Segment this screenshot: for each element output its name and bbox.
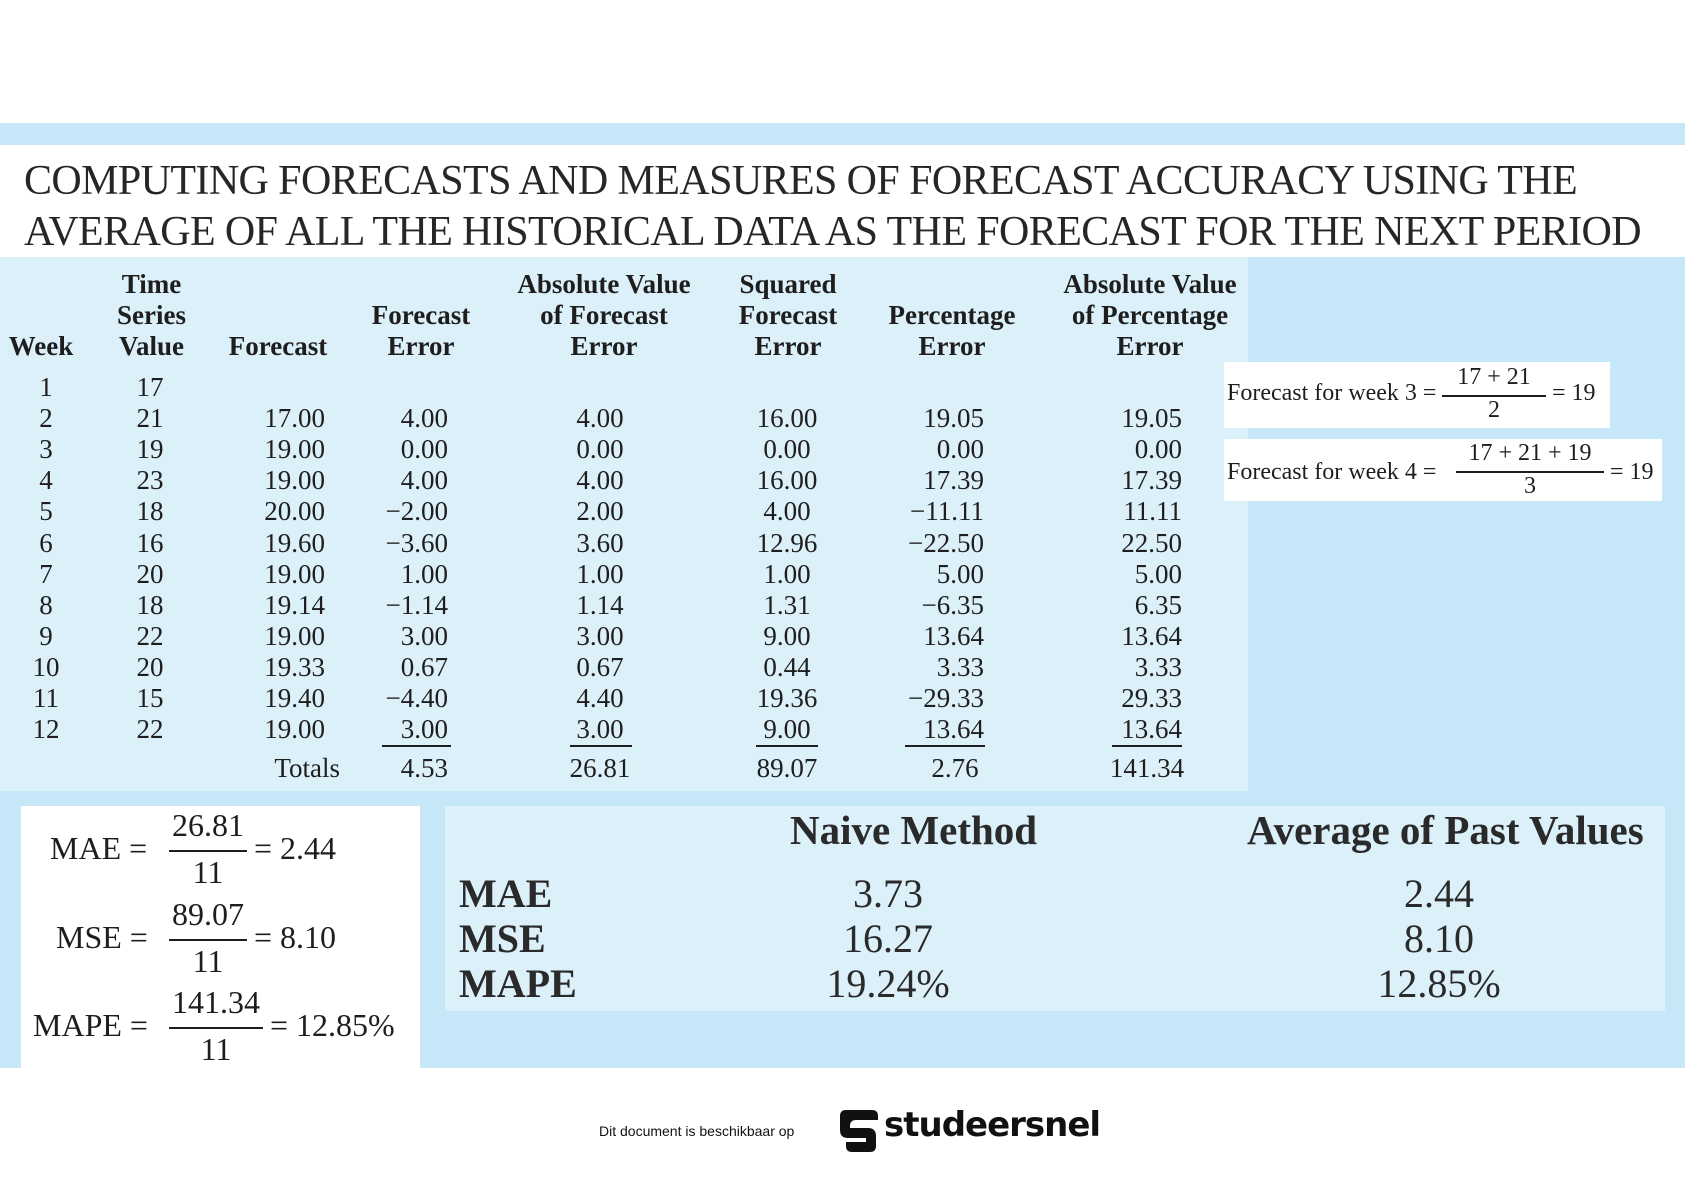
total-rule: [570, 745, 632, 747]
cell-time-series-value: 16: [136, 527, 164, 558]
cell-forecast-error: 4.00: [400, 465, 448, 496]
cell-abs-percentage-error: 0.00: [1134, 434, 1182, 465]
cell-week: 7: [39, 558, 53, 589]
cell-squared-forecast-error: 16.00: [756, 403, 818, 434]
note-label: Forecast for week 4 =: [1227, 459, 1437, 485]
cell-abs-forecast-error: [550, 372, 650, 403]
total-rule: [756, 745, 818, 747]
cell-abs-percentage-error: 22.50: [1121, 527, 1182, 558]
studeersnel-logo-icon[interactable]: [836, 1106, 882, 1156]
cell-week: 3: [39, 434, 53, 465]
cell-forecast-error: 3.00: [400, 620, 448, 651]
cell-time-series-value: 21: [136, 403, 164, 434]
cell-abs-forecast-error: 3.00: [576, 620, 624, 651]
cell-week: 12: [32, 714, 60, 745]
cell-time-series-value: 23: [136, 465, 164, 496]
cell-forecast: 19.33: [264, 651, 325, 682]
total-forecast-error: 4.53: [400, 753, 448, 783]
week4-forecast-note: [1224, 439, 1662, 501]
method-comparison: [445, 806, 1665, 1011]
naive-mse: 16.27: [843, 916, 933, 961]
week3-forecast-note: [1224, 362, 1610, 428]
header-forecast: Forecast: [228, 331, 328, 361]
footer-availability-text: Dit document is beschikbaar op: [599, 1123, 795, 1139]
header-abs-forecast-error: Absolute Value of Forecast Error: [517, 269, 691, 361]
cell-percentage-error: 0.00: [936, 434, 984, 465]
mae-numerator: 26.81: [172, 807, 244, 843]
note-result: = 19: [1552, 380, 1596, 406]
mse-numerator: 89.07: [172, 896, 244, 932]
total-abs-forecast-error: 26.81: [569, 753, 631, 783]
cell-week: 6: [39, 527, 53, 558]
cell-forecast-error: [360, 372, 448, 403]
total-rule: [1112, 745, 1182, 747]
cell-squared-forecast-error: 19.36: [756, 683, 818, 713]
header-forecast-error: Forecast Error: [371, 300, 471, 361]
mae-label: MAE =: [50, 830, 148, 866]
row-label-mae: MAE: [459, 871, 553, 916]
cell-abs-percentage-error: 17.39: [1121, 465, 1182, 496]
cell-abs-forecast-error: 4.00: [576, 403, 624, 434]
cell-forecast: 19.60: [264, 527, 325, 558]
note-numerator: 17 + 21 + 19: [1468, 440, 1592, 466]
studeersnel-brand-name[interactable]: studeersnel: [884, 1105, 1101, 1145]
col-average-past-values: Average of Past Values: [1247, 807, 1644, 853]
fraction-bar: [169, 939, 247, 941]
cell-squared-forecast-error: 9.00: [763, 620, 811, 651]
cell-squared-forecast-error: 0.44: [763, 651, 811, 682]
cell-forecast-error: −3.60: [385, 527, 448, 558]
cell-percentage-error: −29.33: [908, 683, 984, 713]
note-numerator: 17 + 21: [1457, 364, 1531, 390]
cell-time-series-value: 17: [136, 372, 164, 402]
note-label: Forecast for week 3 =: [1227, 380, 1437, 406]
cell-abs-percentage-error: 6.35: [1134, 589, 1182, 620]
header-squared-forecast-error: Squared Forecast Error: [738, 269, 838, 361]
forecast-table: [0, 257, 1248, 791]
page-title-line-1: COMPUTING FORECASTS AND MEASURES OF FORECAST ACCURACY USING THE: [24, 158, 1578, 204]
total-rule: [382, 745, 451, 747]
average-mae: 2.44: [1404, 871, 1474, 916]
average-mape: 12.85%: [1377, 961, 1501, 1006]
cell-percentage-error: 13.64: [923, 714, 984, 745]
accuracy-formulas: [21, 806, 420, 1068]
cell-percentage-error: 5.00: [936, 558, 984, 589]
cell-forecast: 19.14: [264, 589, 325, 620]
mape-label: MAPE =: [33, 1007, 148, 1043]
mse-denominator: 11: [192, 943, 224, 979]
cell-squared-forecast-error: [737, 372, 837, 403]
cell-time-series-value: 15: [136, 683, 164, 713]
total-rule: [905, 745, 985, 747]
note-denominator: 3: [1524, 473, 1536, 499]
cell-abs-forecast-error: 1.14: [576, 589, 624, 620]
mape-numerator: 141.34: [172, 984, 260, 1020]
cell-forecast: 19.00: [264, 714, 325, 745]
cell-forecast-error: 3.00: [400, 714, 448, 745]
cell-week: 11: [33, 683, 59, 713]
cell-week: 9: [39, 620, 53, 651]
header-abs-percentage-error: Absolute Value of Percentage Error: [1063, 269, 1237, 361]
mse-label: MSE =: [56, 919, 148, 955]
cell-percentage-error: [872, 372, 984, 403]
mae-denominator: 11: [192, 854, 224, 890]
cell-forecast: 17.00: [264, 403, 325, 434]
cell-time-series-value: 20: [136, 558, 164, 589]
cell-abs-percentage-error: 29.33: [1121, 683, 1182, 713]
total-squared-forecast-error: 89.07: [756, 753, 818, 783]
cell-forecast: 19.00: [264, 465, 325, 496]
cell-week: 10: [32, 651, 60, 682]
header-percentage-error: Percentage Error: [888, 300, 1016, 361]
cell-week: 2: [39, 403, 53, 434]
cell-forecast: 19.00: [264, 434, 325, 465]
cell-abs-forecast-error: 4.00: [576, 465, 624, 496]
mape-result: = 12.85%: [270, 1007, 395, 1043]
header-time-series-value: Time Series Value: [117, 269, 186, 361]
cell-forecast-error: 4.00: [400, 403, 448, 434]
col-naive-method: Naive Method: [790, 807, 1038, 853]
mse-result: = 8.10: [254, 919, 337, 955]
cell-percentage-error: −6.35: [921, 589, 984, 620]
cell-forecast: 19.00: [264, 620, 325, 651]
note-result: = 19: [1610, 459, 1654, 485]
cell-forecast-error: −1.14: [385, 589, 448, 620]
cell-abs-percentage-error: 11.11: [1123, 496, 1182, 527]
cell-forecast-error: 1.00: [400, 558, 448, 589]
cell-week: 4: [39, 465, 53, 496]
cell-time-series-value: 22: [136, 714, 164, 745]
cell-time-series-value: 19: [136, 434, 164, 465]
cell-forecast: 19.00: [264, 558, 325, 589]
cell-percentage-error: −22.50: [908, 527, 984, 558]
cell-abs-forecast-error: 4.40: [576, 683, 624, 713]
cell-abs-forecast-error: 3.00: [576, 714, 624, 745]
fraction-bar: [169, 1027, 263, 1029]
cell-time-series-value: 20: [136, 651, 164, 682]
cell-forecast: 20.00: [264, 496, 325, 527]
cell-forecast-error: −2.00: [385, 496, 448, 527]
naive-mae: 3.73: [853, 871, 923, 916]
total-abs-percentage-error: 141.34: [1109, 753, 1185, 783]
cell-forecast-error: 0.00: [400, 434, 448, 465]
totals-label: Totals: [274, 753, 340, 783]
cell-squared-forecast-error: 16.00: [756, 465, 818, 496]
naive-mape: 19.24%: [826, 961, 950, 1006]
page-title-line-2: AVERAGE OF ALL THE HISTORICAL DATA AS THE FORECAST FOR THE NEXT PERIOD: [24, 209, 1641, 255]
cell-time-series-value: 22: [136, 620, 164, 651]
cell-abs-percentage-error: 19.05: [1121, 403, 1182, 434]
cell-abs-percentage-error: 5.00: [1134, 558, 1182, 589]
total-percentage-error: 2.76: [931, 753, 979, 783]
cell-percentage-error: −11.11: [910, 496, 984, 527]
cell-forecast-error: −4.40: [385, 683, 448, 713]
cell-squared-forecast-error: 1.00: [763, 558, 811, 589]
cell-abs-percentage-error: [1070, 372, 1182, 403]
cell-abs-percentage-error: 3.33: [1134, 651, 1182, 682]
cell-percentage-error: 19.05: [923, 403, 984, 434]
cell-time-series-value: 18: [136, 589, 164, 620]
cell-week: 8: [39, 589, 53, 620]
cell-abs-forecast-error: 3.60: [576, 527, 624, 558]
row-label-mse: MSE: [459, 916, 546, 961]
cell-abs-forecast-error: 1.00: [576, 558, 624, 589]
average-mse: 8.10: [1404, 916, 1474, 961]
cell-squared-forecast-error: 4.00: [763, 496, 811, 527]
cell-week: 1: [39, 372, 53, 402]
cell-abs-forecast-error: 2.00: [576, 496, 624, 527]
cell-squared-forecast-error: 1.31: [763, 589, 811, 620]
note-denominator: 2: [1488, 397, 1500, 423]
cell-time-series-value: 18: [136, 496, 164, 527]
cell-squared-forecast-error: 0.00: [763, 434, 811, 465]
cell-percentage-error: 3.33: [936, 651, 984, 682]
cell-abs-forecast-error: 0.00: [576, 434, 624, 465]
cell-abs-forecast-error: 0.67: [576, 651, 624, 682]
mae-result: = 2.44: [254, 830, 337, 866]
cell-week: 5: [39, 496, 53, 527]
cell-percentage-error: 13.64: [923, 620, 984, 651]
cell-percentage-error: 17.39: [923, 465, 984, 496]
cell-squared-forecast-error: 9.00: [763, 714, 811, 745]
cell-forecast-error: 0.67: [400, 651, 448, 682]
cell-abs-percentage-error: 13.64: [1121, 620, 1182, 651]
mape-denominator: 11: [200, 1031, 232, 1067]
row-label-mape: MAPE: [459, 961, 577, 1006]
cell-forecast: [240, 372, 325, 403]
header-week: Week: [8, 331, 74, 361]
cell-abs-percentage-error: 13.64: [1121, 714, 1182, 745]
fraction-bar: [169, 850, 247, 852]
cell-squared-forecast-error: 12.96: [756, 527, 818, 558]
cell-forecast: 19.40: [264, 683, 325, 713]
